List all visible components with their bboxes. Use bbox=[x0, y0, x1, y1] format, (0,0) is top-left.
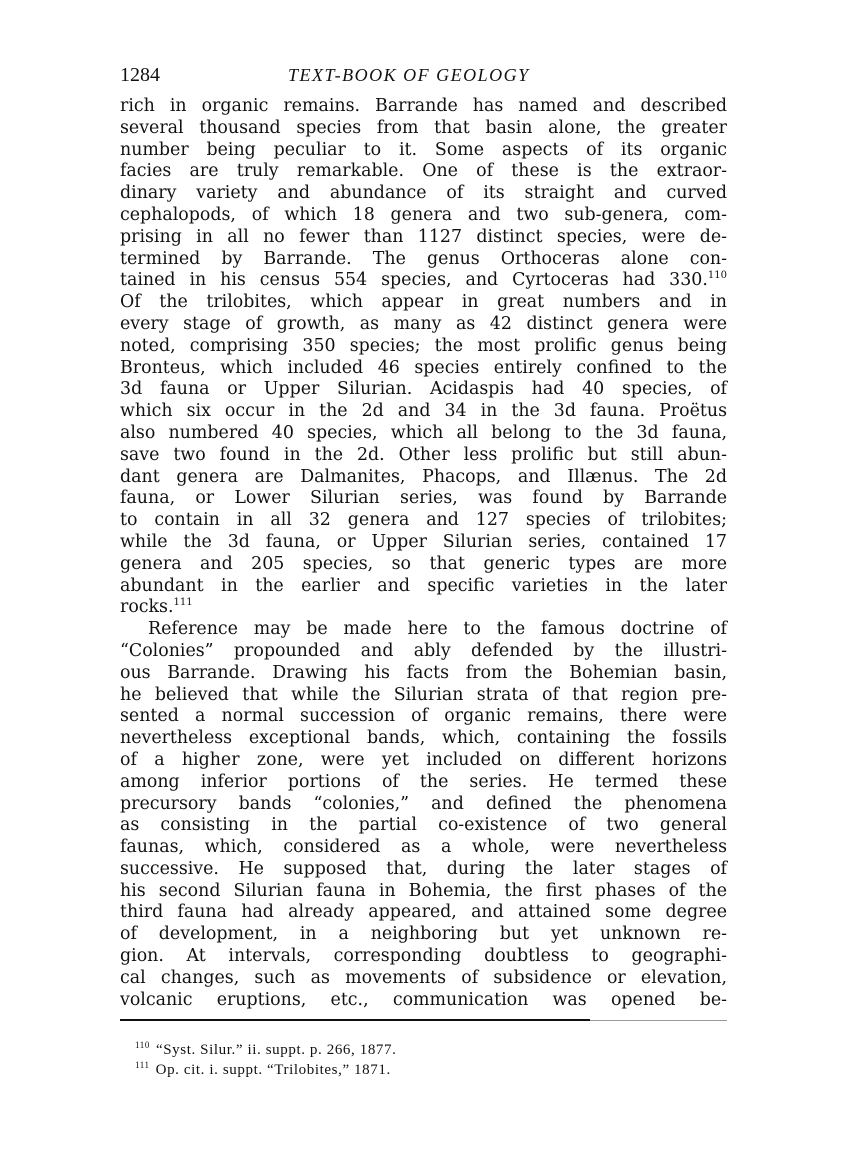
book-page bbox=[120, 60, 727, 1023]
footnote-rule bbox=[120, 1017, 727, 1023]
footnote-text: Op. cit. i. suppt. “Trilobites,” 1871. bbox=[155, 1062, 391, 1078]
text-line: cal changes, such as movements of subsidence or elevation, bbox=[120, 967, 727, 988]
running-head bbox=[120, 60, 727, 90]
footnote bbox=[135, 1060, 396, 1080]
text-line: termined by Barrande. The genus Orthoceras alone con- bbox=[120, 248, 727, 269]
paragraph-2 bbox=[120, 619, 727, 1011]
text-line: he believed that while the Silurian strata of that region pre- bbox=[120, 684, 727, 705]
line-text: rocks. bbox=[120, 597, 174, 618]
text-line: of development, in a neighboring but yet unknown re- bbox=[120, 924, 727, 945]
text-line: to contain in all 32 genera and 127 species of trilobites; bbox=[120, 510, 727, 531]
text-line: “Colonies” propounded and ably defended by the illustri- bbox=[120, 640, 727, 661]
footnotes bbox=[135, 1040, 396, 1080]
rule-line bbox=[120, 1019, 590, 1021]
text-line: noted, comprising 350 species; the most prolific genus being bbox=[120, 335, 727, 356]
text-line: dinary variety and abundance of its straight and curved bbox=[120, 183, 727, 204]
text-line: among inferior portions of the series. He termed these bbox=[120, 771, 727, 792]
text-line: Of the trilobites, which appear in great numbers and in bbox=[120, 292, 727, 313]
text-line: prising in all no fewer than 1127 distinct species, were de- bbox=[120, 226, 727, 247]
text-line: rich in organic remains. Barrande has named and described bbox=[120, 96, 727, 116]
text-line: 3d fauna or Upper Silurian. Acidaspis had 40 species, of bbox=[120, 379, 727, 400]
text-line: genera and 205 species, so that generic types are more bbox=[120, 553, 727, 574]
body-text bbox=[120, 96, 727, 1011]
text-line-with-note bbox=[120, 597, 727, 619]
text-line: third fauna had already appeared, and attained some degree bbox=[120, 902, 727, 923]
text-line: nevertheless exceptional bands, which, containing the fossils bbox=[120, 728, 727, 749]
text-line: successive. He supposed that, during the later stages of bbox=[120, 858, 727, 879]
paragraph-1 bbox=[120, 96, 727, 619]
text-line: which six occur in the 2d and 34 in the 3d fauna. Proëtus bbox=[120, 401, 727, 422]
text-line: gion. At intervals, corresponding doubtless to geographi- bbox=[120, 946, 727, 967]
line-text: tained in his census 554 species, and Cyrtoceras had 330. bbox=[120, 270, 708, 291]
text-line: dant genera are Dalmanites, Phacops, and Illænus. The 2d bbox=[120, 466, 727, 487]
text-line: also numbered 40 species, which all belong to the 3d fauna, bbox=[120, 422, 727, 443]
page-number: 1284 bbox=[120, 64, 160, 86]
text-line: of a higher zone, were yet included on different horizons bbox=[120, 749, 727, 770]
running-title: TEXT-BOOK OF GEOLOGY bbox=[288, 65, 530, 85]
text-line: fauna, or Lower Silurian series, was found by Barrande bbox=[120, 488, 727, 509]
text-line: precursory bands “colonies,” and defined the phenomena bbox=[120, 793, 727, 814]
footnote-text: “Syst. Silur.” ii. suppt. p. 266, 1877. bbox=[155, 1042, 397, 1058]
text-line: every stage of growth, as many as 42 distinct genera were bbox=[120, 313, 727, 334]
text-line: save two found in the 2d. Other less prolific but still abun- bbox=[120, 444, 727, 465]
text-line: number being peculiar to it. Some aspects of its organic bbox=[120, 139, 727, 160]
text-line: sented a normal succession of organic remains, there were bbox=[120, 706, 727, 727]
text-line: faunas, which, considered as a whole, were nevertheless bbox=[120, 837, 727, 858]
text-line: several thousand species from that basin alone, the greater bbox=[120, 117, 727, 138]
footnote-mark: 111 bbox=[135, 1060, 150, 1070]
text-line: facies are truly remarkable. One of these is the extraor- bbox=[120, 161, 727, 182]
footnote-reference: 110 bbox=[707, 270, 727, 282]
text-line-with-note bbox=[120, 270, 727, 292]
text-line: Bronteus, which included 46 species entirely confined to the bbox=[120, 357, 727, 378]
footnote-mark: 110 bbox=[135, 1040, 150, 1050]
text-line: ous Barrande. Drawing his facts from the Bohemian basin, bbox=[120, 662, 727, 683]
text-line: as consisting in the partial co-existence of two general bbox=[120, 815, 727, 836]
text-line: his second Silurian fauna in Bohemia, the first phases of the bbox=[120, 880, 727, 901]
text-line: volcanic eruptions, etc., communication was opened be- bbox=[120, 989, 727, 1010]
footnote-reference: 111 bbox=[173, 597, 193, 609]
rule-line-faint bbox=[590, 1020, 727, 1021]
text-line: cephalopods, of which 18 genera and two sub-genera, com- bbox=[120, 204, 727, 225]
text-line: Reference may be made here to the famous doctrine of bbox=[148, 619, 727, 640]
text-line: abundant in the earlier and specific varieties in the later bbox=[120, 575, 727, 596]
text-line: while the 3d fauna, or Upper Silurian series, contained 17 bbox=[120, 531, 727, 552]
footnote bbox=[135, 1040, 396, 1060]
